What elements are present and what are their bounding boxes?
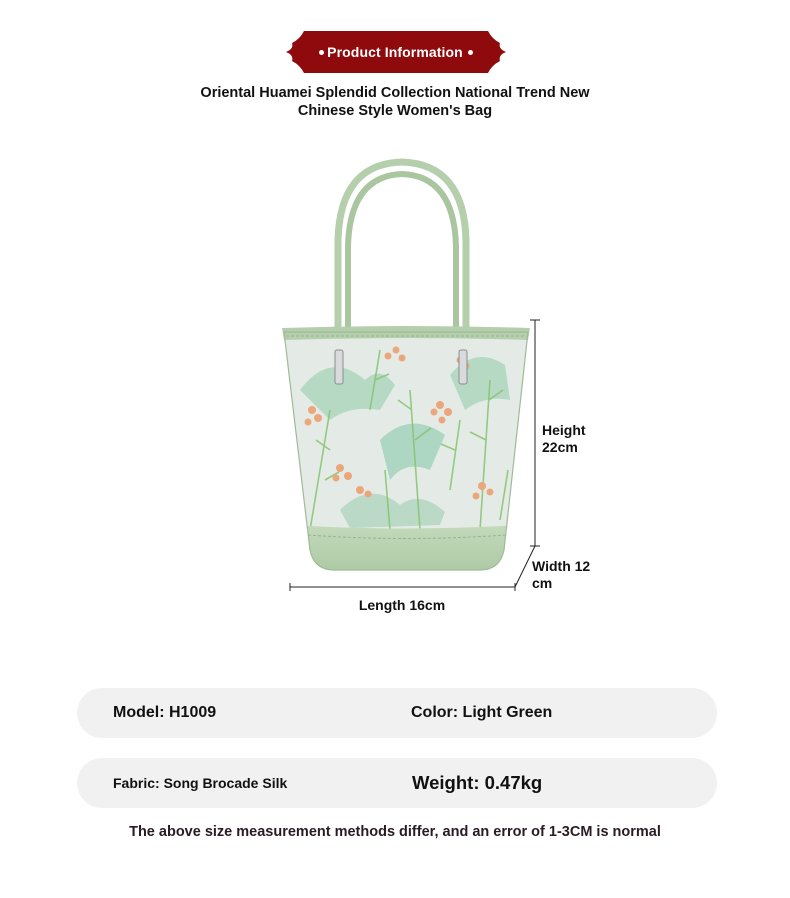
width-label-line2: cm (532, 575, 553, 591)
spec-color: Color: Light Green (411, 704, 553, 721)
product-title (95, 84, 695, 120)
height-value: 22cm (542, 439, 578, 455)
dot-right-icon (468, 50, 473, 55)
spec-fabric: Fabric: Song Brocade Silk (113, 775, 288, 791)
product-image (270, 150, 570, 600)
length-label: Length 16cm (358, 597, 446, 613)
badge-label: Product Information (327, 44, 463, 60)
spec-row-model-color (77, 688, 717, 738)
badge-label-row (286, 29, 506, 75)
dot-left-icon (319, 50, 324, 55)
spec-weight: Weight: 0.47kg (412, 772, 543, 793)
width-label-line1: Width 12 (532, 558, 591, 574)
spec-model: Model: H1009 (113, 704, 217, 721)
bag-illustration (270, 150, 570, 600)
spec-row-fabric-weight (77, 758, 717, 808)
product-title-line1: Oriental Huamei Splendid Collection National Trend New (200, 85, 590, 101)
width-label (532, 558, 590, 592)
height-label-text: Height (542, 422, 586, 438)
measurement-note: The above size measurement methods differ, and an error of 1-3CM is normal (129, 824, 661, 840)
product-title-line2: Chinese Style Women's Bag (297, 103, 493, 119)
product-information-badge (286, 29, 506, 75)
height-label (542, 422, 586, 456)
